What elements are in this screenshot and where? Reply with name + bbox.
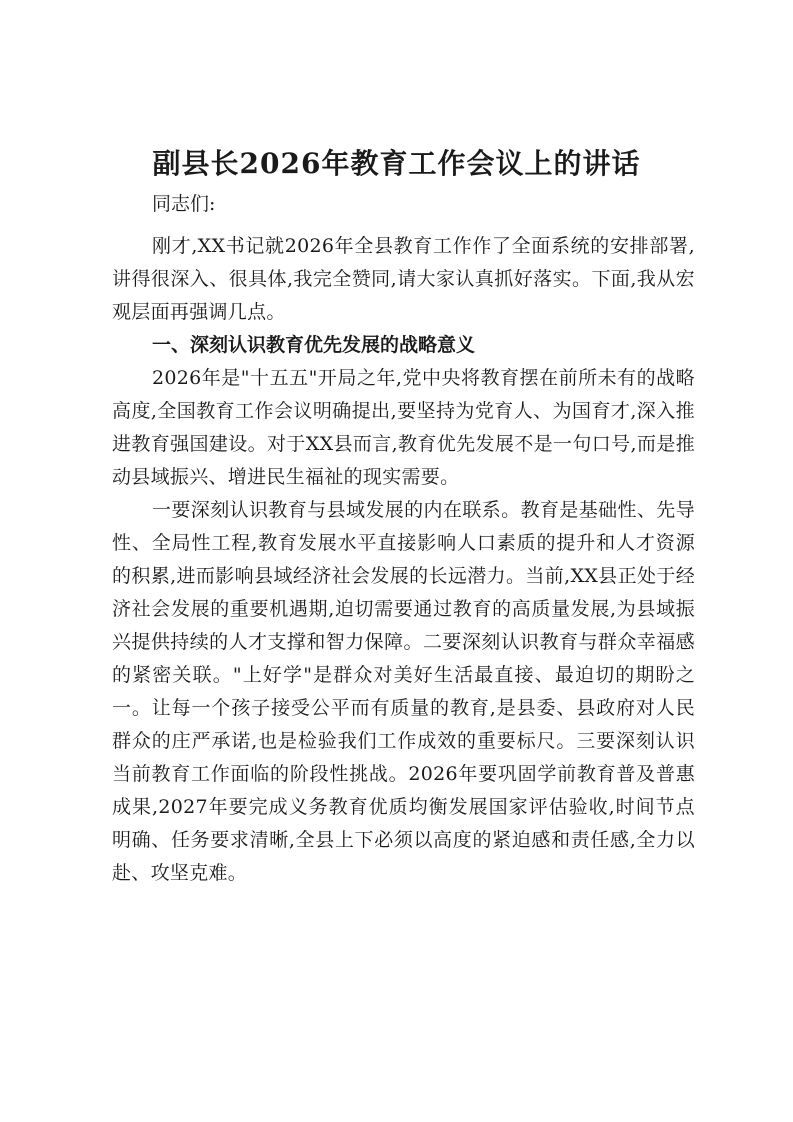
document-body (112, 188, 695, 890)
body-paragraph: 一要深刻认识教育与县域发展的内在联系。教育是基础性、先导性、全局性工程,教育发展水平直接影响人口素质的提升和人才资源的积累,进而影响县域经济社会发展的长远潜力。当前,XX县正处于经济社会发展的重要机遇期,迫切需要通过教育的高质量发展,为县域振兴提供持续的人才支撑和智力保障。二要深刻认识教育与群众幸福感的紧密关联。"上好学"是群众对美好生活最直接、最迫切的期盼之一。让每一个孩子接受公平而有质量的教育,是县委、县政府对人民群众的庄严承诺,也是检验我们工作成效的重要标尺。三要深刻认识当前教育工作面临的阶段性挑战。2026年要巩固学前教育普及普惠成果,2027年要完成义务教育优质均衡发展国家评估验收,时间节点明确、任务要求清晰,全县上下必须以高度的紧迫感和责任感,全力以赴、攻坚克难。 (112, 499, 695, 884)
document-title: 副县长2026年教育工作会议上的讲话 (152, 147, 641, 180)
body-paragraph: 2026年是"十五五"开局之年,党中央将教育摆在前所未有的战略高度,全国教育工作会议明确提出,要坚持为党育人、为国育才,深入推进教育强国建设。对于XX县而言,教育优先发展不是一句口号,而是推动县域振兴、增进民生福祉的现实需要。 (112, 367, 695, 488)
intro-paragraph: 刚才,XX书记就2026年全县教育工作作了全面系统的安排部署,讲得很深入、很具体,我完全赞同,请大家认真抓好落实。下面,我从宏观层面再强调几点。 (112, 235, 695, 323)
section-heading: 一、深刻认识教育优先发展的战略意义 (152, 334, 476, 356)
salutation: 同志们: (152, 193, 216, 215)
